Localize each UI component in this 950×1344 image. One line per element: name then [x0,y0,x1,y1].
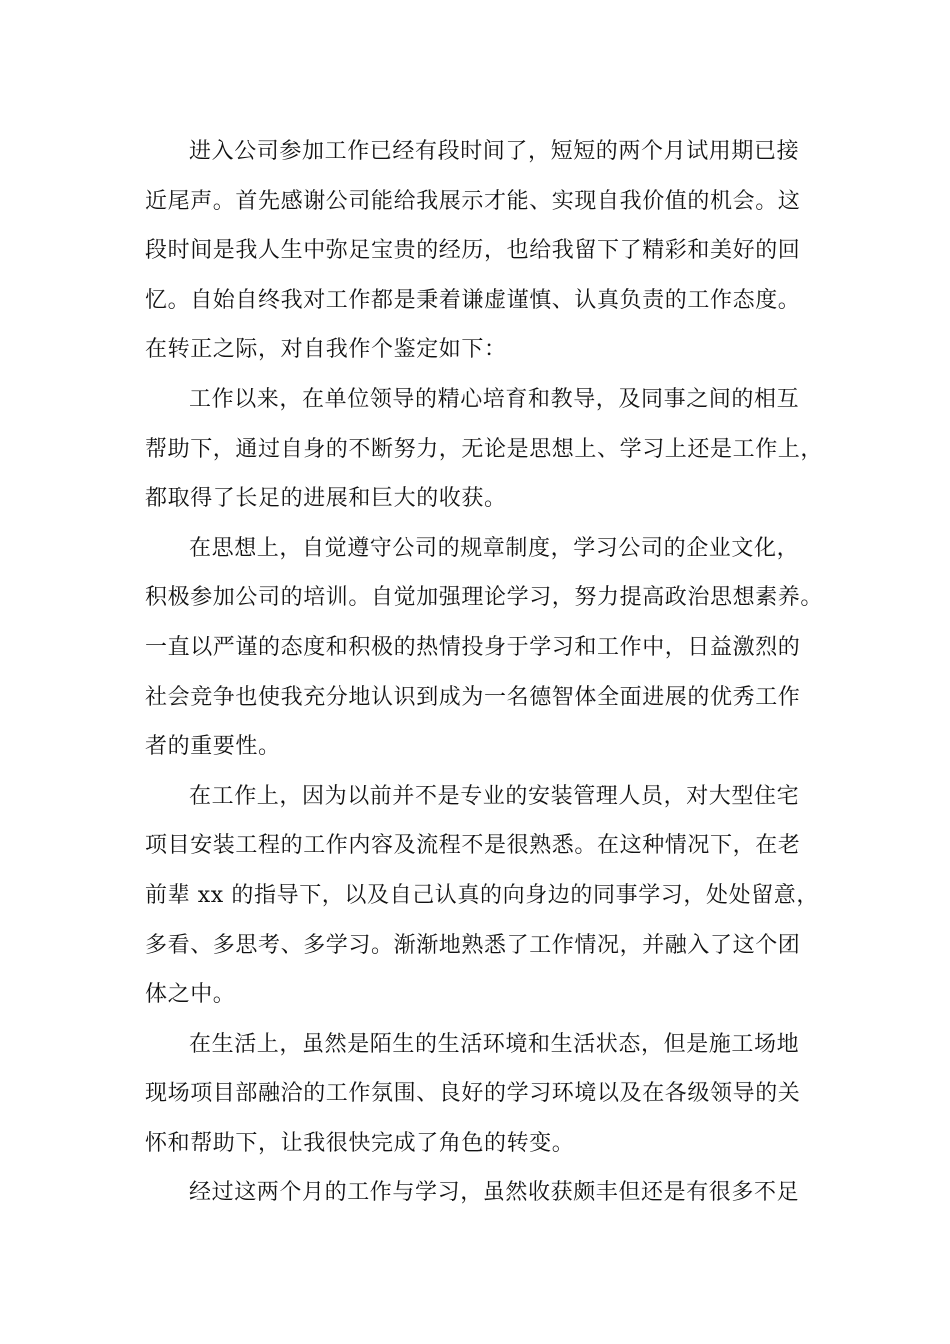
paragraph-line: 都取得了长足的进展和巨大的收获。 [145,486,507,512]
paragraph-line: 现场项目部融洽的工作氛围、良好的学习环境以及在各级领导的关 [145,1081,801,1107]
paragraph-first-line: 在工作上，因为以前并不是专业的安装管理人员，对大型住宅 [189,783,800,809]
paragraph-first-line: 经过这两个月的工作与学习，虽然收获颇丰但还是有很多不足 [189,1180,800,1206]
paragraph-line: 帮助下，通过自身的不断努力，无论是思想上、学习上还是工作上， [145,436,824,462]
paragraph-line: 体之中。 [145,982,236,1008]
paragraph-line: 一直以严谨的态度和积极的热情投身于学习和工作中，日益激烈的 [145,634,801,660]
paragraph-first-line: 在思想上，自觉遵守公司的规章制度，学习公司的企业文化， [189,535,800,561]
paragraph-line: 社会竞争也使我充分地认识到成为一名德智体全面进展的优秀工作 [145,684,801,710]
paragraph-line: 在转正之际，对自我作个鉴定如下： [145,337,507,363]
document-body [145,127,824,1218]
paragraph-line: 忆。自始自终我对工作都是秉着谦虚谨慎、认真负责的工作态度。 [145,287,801,313]
paragraph-first-line: 在生活上，虽然是陌生的生活环境和生活状态，但是施工场地 [189,1031,800,1057]
paragraph-line: 前辈 xx 的指导下，以及自己认真的向身边的同事学习，处处留意， [145,882,820,908]
paragraph-line: 段时间是我人生中弥足宝贵的经历，也给我留下了精彩和美好的回 [145,238,801,264]
paragraph-line: 者的重要性。 [145,734,281,760]
paragraph-first-line: 进入公司参加工作已经有段时间了，短短的两个月试用期已接 [189,139,800,164]
paragraph-line: 怀和帮助下，让我很快完成了角色的转变。 [145,1130,575,1156]
paragraph-first-line: 工作以来，在单位领导的精心培育和教导，及同事之间的相互 [189,386,800,412]
paragraph-line: 项目安装工程的工作内容及流程不是很熟悉。在这种情况下，在老 [145,833,801,859]
paragraph-line: 积极参加公司的培训。自觉加强理论学习，努力提高政治思想素养。 [145,585,824,611]
paragraph-line: 近尾声。首先感谢公司能给我展示才能、实现自我价值的机会。这 [145,188,801,214]
paragraph-line: 多看、多思考、多学习。渐渐地熟悉了工作情况，并融入了这个团 [145,932,801,958]
